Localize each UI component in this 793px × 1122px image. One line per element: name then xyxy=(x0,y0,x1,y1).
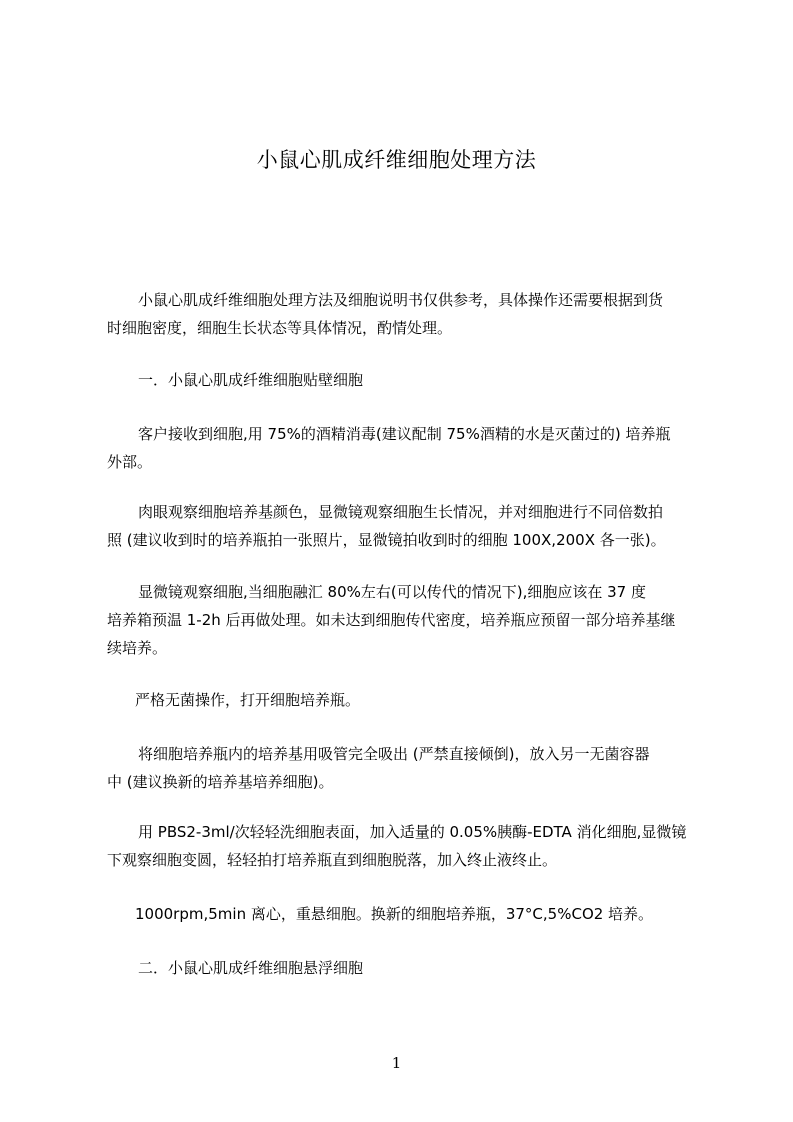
intro-line: 时细胞密度，细胞生长状态等具体情况，酌情处理。 xyxy=(107,319,453,337)
section-heading-2: 二．小鼠心肌成纤维细胞悬浮细胞 xyxy=(138,959,364,977)
paragraph-line: 中 (建议换新的培养基培养细胞)。 xyxy=(107,773,334,791)
paragraph-line: 培养箱预温 1-2h 后再做处理。如未达到细胞传代密度，培养瓶应预留一部分培养基继 xyxy=(107,611,676,629)
paragraph-line: 显微镜观察细胞,当细胞融汇 80%左右(可以传代的情况下),细胞应该在 37 度 xyxy=(138,583,646,601)
paragraph-line: 将细胞培养瓶内的培养基用吸管完全吸出 (严禁直接倾倒)，放入另一无菌容器 xyxy=(138,745,650,763)
intro-paragraph xyxy=(107,286,707,342)
paragraph xyxy=(107,498,707,554)
intro-line: 小鼠心肌成纤维细胞处理方法及细胞说明书仅供参考，具体操作还需要根据到货 xyxy=(138,291,664,309)
page-number: 1 xyxy=(391,1054,402,1072)
paragraph-line: 严格无菌操作，打开细胞培养瓶。 xyxy=(135,691,361,709)
paragraph-line: 用 PBS2-3ml/次轻轻洗细胞表面，加入适量的 0.05%胰酶-EDTA 消化细胞,显微镜 xyxy=(138,823,687,841)
section-heading-1: 一．小鼠心肌成纤维细胞贴壁细胞 xyxy=(138,371,364,389)
paragraph-line: 续培养。 xyxy=(107,639,168,657)
paragraph xyxy=(107,686,707,714)
page-title: 小鼠心肌成纤维细胞处理方法 xyxy=(256,148,537,172)
paragraph-line: 照 (建议收到时的培养瓶拍一张照片，显微镜拍收到时的细胞 100X,200X 各一张)。 xyxy=(107,531,666,549)
paragraph-line: 客户接收到细胞,用 75%的酒精消毒(建议配制 75%酒精的水是灭菌过的) 培养瓶 xyxy=(138,425,671,443)
paragraph-line: 下观察细胞变圆，轻轻拍打培养瓶直到细胞脱落，加入终止液终止。 xyxy=(107,851,558,869)
paragraph-line: 1000rpm,5min 离心，重悬细胞。换新的细胞培养瓶，37°C,5%CO2 培养。 xyxy=(135,905,654,923)
paragraph xyxy=(107,578,707,662)
paragraph xyxy=(107,818,707,874)
paragraph xyxy=(107,740,707,796)
paragraph xyxy=(107,420,707,476)
paragraph-line: 外部。 xyxy=(107,453,153,471)
paragraph-line: 肉眼观察细胞培养基颜色，显微镜观察细胞生长情况，并对细胞进行不同倍数拍 xyxy=(138,503,664,521)
paragraph xyxy=(107,900,707,928)
